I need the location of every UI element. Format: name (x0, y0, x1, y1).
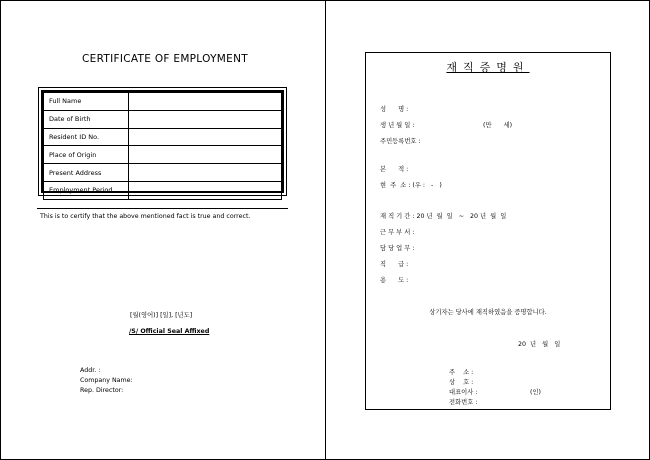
korean-seal-mark: (인) (530, 389, 541, 396)
certify-statement: This is to certify that the above mentioned fact is true and correct. (40, 213, 251, 220)
korean-origin-label: 본 적 : (380, 166, 409, 173)
korean-title-text: 재직증명원 (446, 61, 530, 74)
address-label: Addr. : (80, 367, 101, 374)
place-of-origin-field[interactable] (129, 146, 282, 164)
korean-purpose-label: 용 도 : (380, 277, 409, 284)
employment-period-field[interactable] (129, 181, 282, 199)
date-of-birth-label: Date of Birth (44, 110, 129, 128)
korean-date: 20 년 월 일 (518, 341, 561, 348)
korean-address-label: 현 주 소 : (우 : - ) (380, 182, 442, 189)
korean-resident-label: 주민등록번호 : (380, 138, 421, 145)
full-name-field[interactable] (129, 93, 282, 111)
table-row (44, 181, 282, 199)
resident-id-label: Resident ID No. (44, 128, 129, 146)
english-info-table (38, 87, 287, 196)
korean-age-label: (만 세) (483, 122, 513, 129)
employment-period-label: Employment Period (44, 181, 129, 199)
company-name-label: Company Name: (80, 377, 133, 384)
table-row (44, 110, 282, 128)
korean-duty-label: 담 당 업 무 : (380, 245, 415, 252)
korean-foot-address: 주 소 : (449, 369, 474, 376)
separator-line (37, 208, 288, 209)
korean-period-label: 재 직 기 간 : 20 년 월 일 ~ 20 년 월 일 (380, 213, 507, 220)
table-row (44, 93, 282, 111)
korean-birth-label: 생 년 월 일 : (380, 122, 415, 129)
korean-foot-company: 상 호 : (449, 379, 474, 386)
korean-dept-label: 근 무 부 서 : (380, 229, 415, 236)
english-title: CERTIFICATE OF EMPLOYMENT (82, 53, 248, 65)
rep-director-label: Rep. Director: (80, 387, 124, 394)
full-name-label: Full Name (44, 93, 129, 111)
resident-id-field[interactable] (129, 128, 282, 146)
table-row (44, 164, 282, 182)
korean-foot-phone: 전화번호 : (449, 399, 478, 406)
page-divider (325, 0, 326, 460)
english-date-line: [월(영어)] [일], [년도] (130, 312, 193, 319)
table-row (44, 128, 282, 146)
place-of-origin-label: Place of Origin (44, 146, 129, 164)
korean-name-label: 성 명 : (380, 106, 409, 113)
present-address-field[interactable] (129, 164, 282, 182)
korean-foot-representative: 대표이사 : (449, 389, 478, 396)
korean-statement: 상기자는 당사에 재직하였음을 증명합니다. (429, 309, 547, 316)
date-of-birth-field[interactable] (129, 110, 282, 128)
korean-title (365, 59, 611, 75)
table-row (44, 146, 282, 164)
korean-position-label: 직 급 : (380, 261, 409, 268)
present-address-label: Present Address (44, 164, 129, 182)
official-seal-text: /S/ Official Seal Affixed (129, 328, 210, 335)
